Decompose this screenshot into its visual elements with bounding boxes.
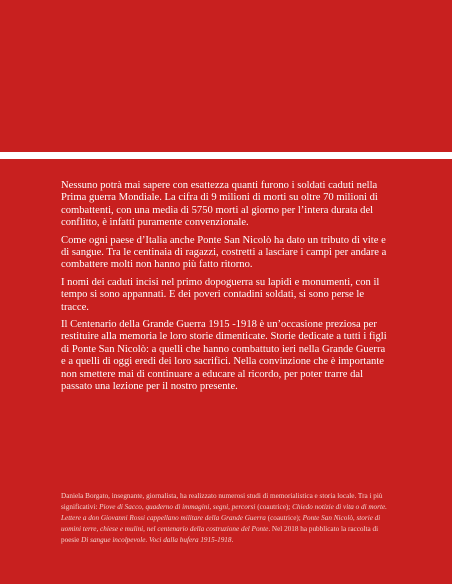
author-bio-paragraph <box>61 491 391 546</box>
bio-work-title: Piove di Sacco, quaderno di immagini, segni, percorsi <box>99 502 256 511</box>
bio-work-title: Ponte San Nicolò, storie di uomini terre, chiese e mulini, nel centenario della costruzione del Ponte <box>61 513 381 533</box>
blurb-paragraph-4: Il Centenario della Grande Guerra 1915 -1918 è un’occasione preziosa per restituire alla memoria le loro storie dimenticate. Storie dedicate a tutti i figli di Ponte San Nicolò: a quelli che hanno combattuto ieri nella Grande Guerra e a quelli di oggi eredi dei loro sacrifici. Nella convinzione che è importante non smettere mai di continuare a educare al ricordo, per poter trarre dal passato una lezione per il nostro presente. <box>61 319 387 393</box>
blurb-paragraph-1: Nessuno potrà mai sapere con esattezza quanti furono i soldati caduti nella Prima guerra Mondiale. La cifra di 9 milioni di morti su oltre 70 milioni di combattenti, con una media di 5750 morti al giorno per l’intera durata del conflitto, è infatti puramente convenzionale. <box>61 180 378 229</box>
bio-work-title: Di sangue incolpevole. Voci dalla bufera 1915-1918 <box>81 535 232 544</box>
bio-separator: (coautrice); <box>255 502 293 511</box>
bio-work-title: Chiedo notizie di vita o di morte. Lettere a don Giovanni Rossi cappellano militare della Grande Guerra <box>61 502 387 522</box>
author-bio <box>61 491 391 546</box>
bio-intro: Daniela Borgato, insegnante, giornalista, ha realizzato numerosi studi di memorialistica e storia locale. Tra i più significativi: <box>61 492 383 511</box>
blurb-paragraph-3: I nomi dei caduti incisi nel primo dopoguerra su lapidi e monumenti, con il tempo si sono appannati. E dei poveri contadini soldati, si sono perse le tracce. <box>61 276 380 313</box>
blurb-text <box>61 180 391 399</box>
bio-separator: (coautrice); <box>265 513 303 522</box>
top-red-panel <box>0 0 452 152</box>
bio-end: . <box>231 535 234 544</box>
blurb-paragraph-2: Come ogni paese d’Italia anche Ponte San Nicolò ha dato un tributo di vite e di sangue. Tra le centinaia di ragazzi, costretti a lasciare i campi per andare a combattere molti non hanno più fatto ritorno. <box>61 234 387 271</box>
bio-separator: . Nel 2018 ha pubblicato la raccolta di poesie <box>61 524 379 544</box>
